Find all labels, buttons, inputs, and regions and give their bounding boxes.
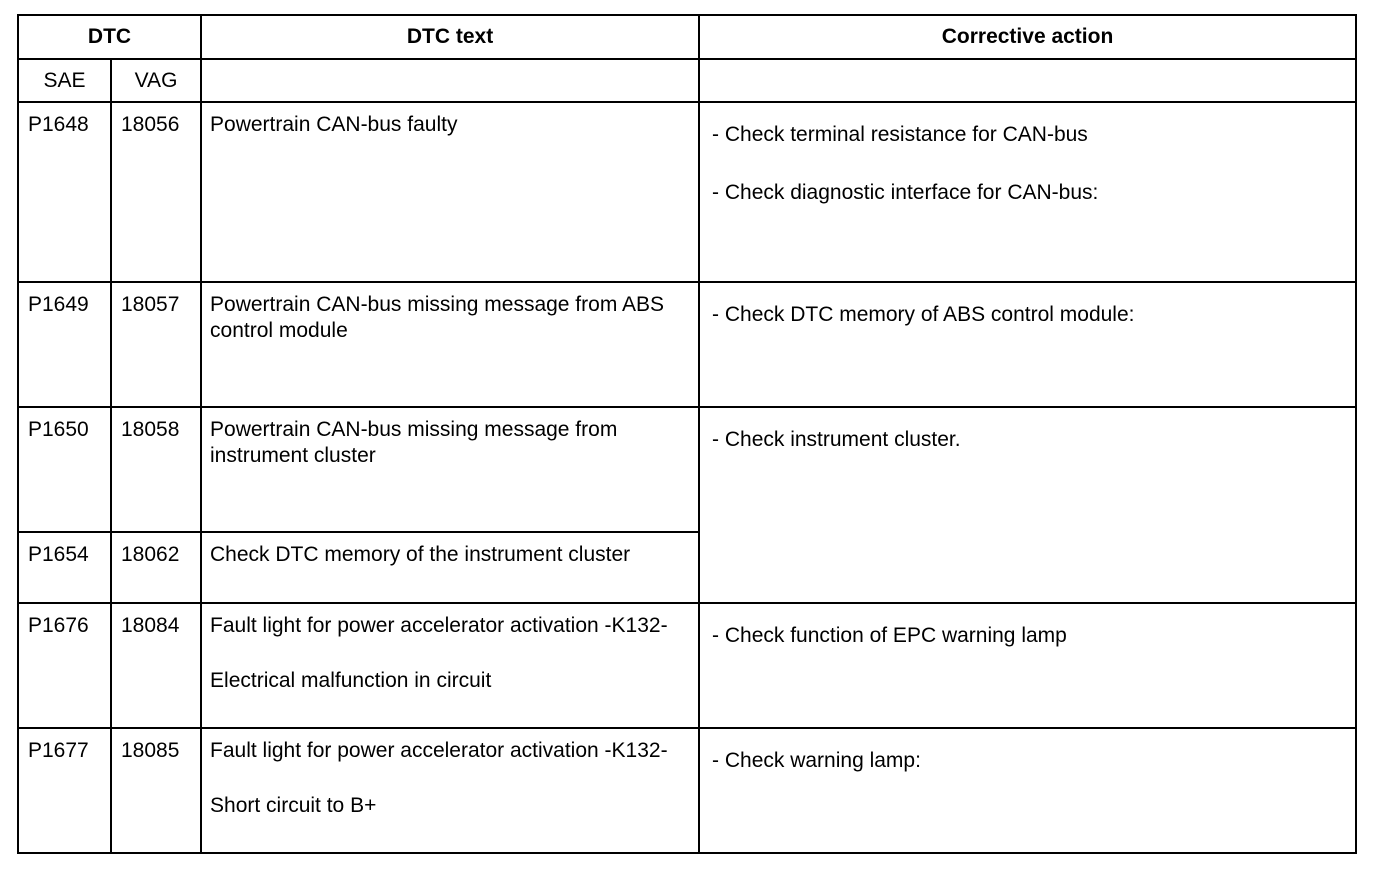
header-dtc-text: DTC text (201, 15, 699, 59)
action-line: - Check function of EPC warning lamp (712, 624, 1067, 647)
header-sae: SAE (18, 59, 111, 102)
vag-code: 18057 (111, 282, 201, 407)
corrective-action (699, 282, 1356, 407)
dtc-text-line: Check DTC memory of the instrument cluster (210, 543, 631, 566)
table-row (18, 728, 1356, 853)
header-vag: VAG (111, 59, 201, 102)
vag-code: 18062 (111, 532, 201, 603)
subheader-empty-action (699, 59, 1356, 102)
dtc-text (201, 603, 699, 728)
corrective-action (699, 102, 1356, 282)
corrective-action (699, 603, 1356, 728)
table-row (18, 603, 1356, 728)
sae-code: P1650 (18, 407, 111, 532)
sae-code: P1676 (18, 603, 111, 728)
dtc-text (201, 532, 699, 603)
sae-code: P1648 (18, 102, 111, 282)
sae-code: P1654 (18, 532, 111, 603)
corrective-action (699, 728, 1356, 853)
dtc-text (201, 728, 699, 853)
dtc-text (201, 102, 699, 282)
dtc-text-line: Fault light for power accelerator activation -K132- (210, 614, 668, 637)
dtc-text-line: Electrical malfunction in circuit (210, 669, 492, 692)
header-dtc: DTC (18, 15, 201, 59)
sae-code: P1649 (18, 282, 111, 407)
vag-code: 18058 (111, 407, 201, 532)
action-line: - Check terminal resistance for CAN-bus (712, 123, 1088, 146)
table-row (18, 407, 1356, 532)
action-line: - Check warning lamp: (712, 749, 921, 772)
action-line: - Check instrument cluster. (712, 428, 961, 451)
dtc-text-line: Powertrain CAN-bus faulty (210, 113, 458, 136)
vag-code: 18084 (111, 603, 201, 728)
dtc-text-line: Short circuit to B+ (210, 794, 377, 817)
header-corrective-action: Corrective action (699, 15, 1356, 59)
header-row (18, 15, 1356, 59)
dtc-text-line: Powertrain CAN-bus missing message from ABS control module (210, 293, 665, 342)
table-row (18, 102, 1356, 282)
action-line: - Check diagnostic interface for CAN-bus: (712, 181, 1099, 204)
subheader-row (18, 59, 1356, 102)
action-line: - Check DTC memory of ABS control module: (712, 303, 1135, 326)
subheader-empty-text (201, 59, 699, 102)
table-row (18, 282, 1356, 407)
vag-code: 18085 (111, 728, 201, 853)
dtc-text (201, 407, 699, 532)
dtc-text-line: Powertrain CAN-bus missing message from instrument cluster (210, 418, 618, 467)
dtc-table (17, 14, 1357, 854)
dtc-text-line: Fault light for power accelerator activation -K132- (210, 739, 668, 762)
vag-code: 18056 (111, 102, 201, 282)
dtc-text (201, 282, 699, 407)
corrective-action (699, 407, 1356, 603)
sae-code: P1677 (18, 728, 111, 853)
